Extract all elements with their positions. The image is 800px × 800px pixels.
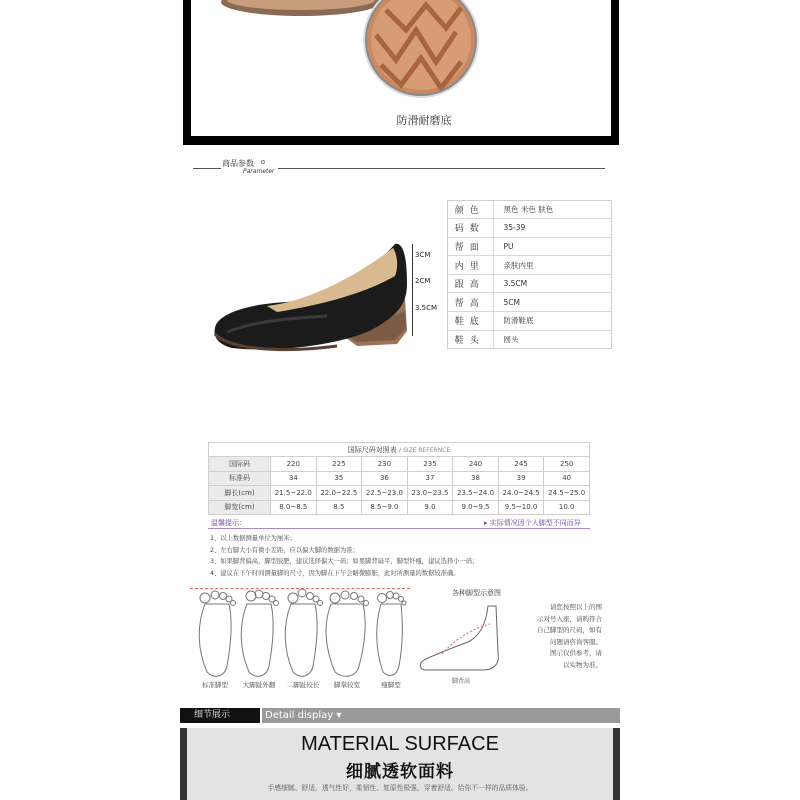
param-value: 3.5CM	[493, 274, 612, 293]
size-cell: 225	[316, 457, 362, 472]
size-cell: 21.5~22.0	[271, 486, 317, 501]
size-cell: 38	[453, 471, 499, 486]
param-key: 码数	[447, 219, 493, 238]
size-cell: 9.0	[407, 500, 453, 515]
size-cell: 36	[362, 471, 408, 486]
material-subtitle: 细腻透软面料	[346, 762, 454, 782]
dot-icon	[261, 160, 265, 164]
size-cell: 250	[544, 457, 590, 472]
size-cell: 22.5~23.0	[362, 486, 408, 501]
foot-label: 瘦脚型	[381, 681, 401, 689]
table-row	[209, 471, 590, 486]
param-key: 跟高	[447, 274, 493, 293]
dimension-heel: 3.5CM	[415, 304, 438, 312]
shoe-image	[207, 236, 412, 366]
size-cell: 9.5~10.0	[498, 500, 544, 515]
param-key: 鞋底	[447, 312, 493, 331]
size-row-label: 脚宽(cm)	[209, 500, 271, 515]
advice-line: 以实物为准。	[563, 660, 602, 669]
size-caption-cn: 国际尺码对照表	[347, 446, 397, 454]
size-cell: 23.5~24.0	[453, 486, 499, 501]
parameter-table-border	[447, 200, 612, 349]
size-cell: 40	[544, 471, 590, 486]
table-row	[209, 486, 590, 501]
param-key: 帮高	[447, 293, 493, 312]
play-icon: ▸	[484, 519, 488, 527]
param-key: 帮面	[447, 237, 493, 256]
parameter-header	[193, 158, 611, 178]
divider	[208, 528, 590, 529]
size-cell: 230	[362, 457, 408, 472]
list-item: 2、左右脚大小有微小差距，应以偏大脚的数据为准；	[210, 546, 359, 554]
sole-caption: 防滑耐磨底	[396, 114, 452, 127]
foot-types-title: 各种脚型示意图	[452, 589, 501, 597]
foot-side-image	[416, 598, 516, 678]
table-row	[209, 457, 590, 472]
size-cell: 22.0~22.5	[316, 486, 362, 501]
detail-title-en: Detail display ▾	[262, 708, 620, 723]
param-value: 圆头	[493, 330, 612, 349]
size-cell: 8.0~8.5	[271, 500, 317, 515]
foot-advice	[520, 602, 602, 671]
size-cell: 39	[498, 471, 544, 486]
tips-note-text: 实际情况因个人脚型不同而异	[489, 519, 581, 527]
advice-line: 自己脚型的尺码，如有	[537, 626, 602, 634]
param-value: 亲肤内里	[493, 256, 612, 275]
size-cell: 24.5~25.0	[544, 486, 590, 501]
size-row-label: 国际码	[209, 457, 271, 472]
param-key: 鞋头	[447, 330, 493, 349]
tips-title: 温馨提示：	[211, 519, 246, 527]
parameter-subtitle: Parameter	[243, 168, 275, 175]
size-cell: 23.0~23.5	[407, 486, 453, 501]
list-item: 4、建议在下午时间测量脚的尺寸，因为脚在下午会略微膨胀，此时所测量的数据较准确。	[210, 569, 460, 577]
dimension-upper: 3CM	[415, 251, 431, 259]
size-cell: 220	[271, 457, 317, 472]
tips-list	[210, 533, 478, 579]
material-title: MATERIAL SURFACE	[301, 733, 499, 755]
param-key: 内里	[447, 256, 493, 275]
foot-label: 标准脚型	[202, 681, 228, 689]
foot-label: 二脚趾较长	[286, 681, 320, 689]
parameter-title: 商品参数	[222, 159, 254, 168]
advice-line: 图示仅供参考，请	[550, 649, 602, 657]
size-row-label: 标准码	[209, 471, 271, 486]
foot-outline-bunion	[241, 590, 278, 676]
dimension-middle: 2CM	[415, 277, 431, 285]
size-cell: 34	[271, 471, 317, 486]
foot-outline-standard	[199, 591, 235, 676]
size-table-block	[208, 442, 590, 515]
param-value: 防滑鞋底	[493, 312, 612, 331]
size-cell: 8.5~9.0	[362, 500, 408, 515]
detail-display-bar	[180, 708, 620, 723]
size-table-caption	[208, 442, 590, 456]
foot-label: 大脚趾外翻	[242, 681, 276, 689]
detail-title-cn: 细节展示	[180, 708, 260, 723]
param-value: 5CM	[493, 293, 612, 312]
table-row	[209, 500, 590, 515]
foot-outline-long-second-toe	[285, 589, 322, 676]
size-cell: 35	[316, 471, 362, 486]
param-value: 35-39	[493, 219, 612, 238]
sole-photo-frame	[183, 0, 619, 145]
foot-label: 脚掌较宽	[334, 681, 360, 689]
size-cell: 8.5	[316, 500, 362, 515]
list-item: 3、如果脚背偏高，脚型胶肥，建议选择偏大一码；如果脚背扁平，脚型纤瘦，建议选择小一码；	[210, 558, 479, 565]
divider	[278, 168, 605, 169]
size-cell: 245	[498, 457, 544, 472]
foot-outline-slim	[377, 592, 406, 676]
param-value: 黑色 米色 肤色	[493, 200, 612, 219]
advice-line: 问题请咨询客服。	[550, 637, 602, 646]
advice-line: 示对号入座，请购符合	[537, 614, 602, 623]
list-item: 1、以上数据测量单位为厘米；	[210, 535, 296, 542]
size-cell: 235	[407, 457, 453, 472]
size-cell: 10.0	[544, 500, 590, 515]
foot-outline-wide	[326, 591, 368, 676]
instep-label: 脚背高	[452, 678, 471, 685]
size-caption-en: / SIZE REFERNCE	[399, 447, 451, 454]
dimension-line	[412, 244, 413, 336]
size-cell: 240	[453, 457, 499, 472]
foot-outlines	[185, 584, 415, 679]
size-table	[208, 456, 590, 515]
material-description: 手感细腻、舒适，透气性好，柔韧性、复原性极强，穿着舒适。给你不一样的品质体验。	[267, 784, 533, 792]
size-cell: 24.0~24.5	[498, 486, 544, 501]
size-cell: 37	[407, 471, 453, 486]
param-key: 颜色	[447, 200, 493, 219]
sole-photo-panel	[191, 0, 611, 136]
size-cell: 9.0~9.5	[453, 500, 499, 515]
advice-line: 请您按照以上的图	[550, 603, 602, 611]
size-row-label: 脚长(cm)	[209, 486, 271, 501]
tips-note	[484, 518, 581, 528]
param-value: PU	[493, 237, 612, 256]
divider	[193, 168, 221, 169]
